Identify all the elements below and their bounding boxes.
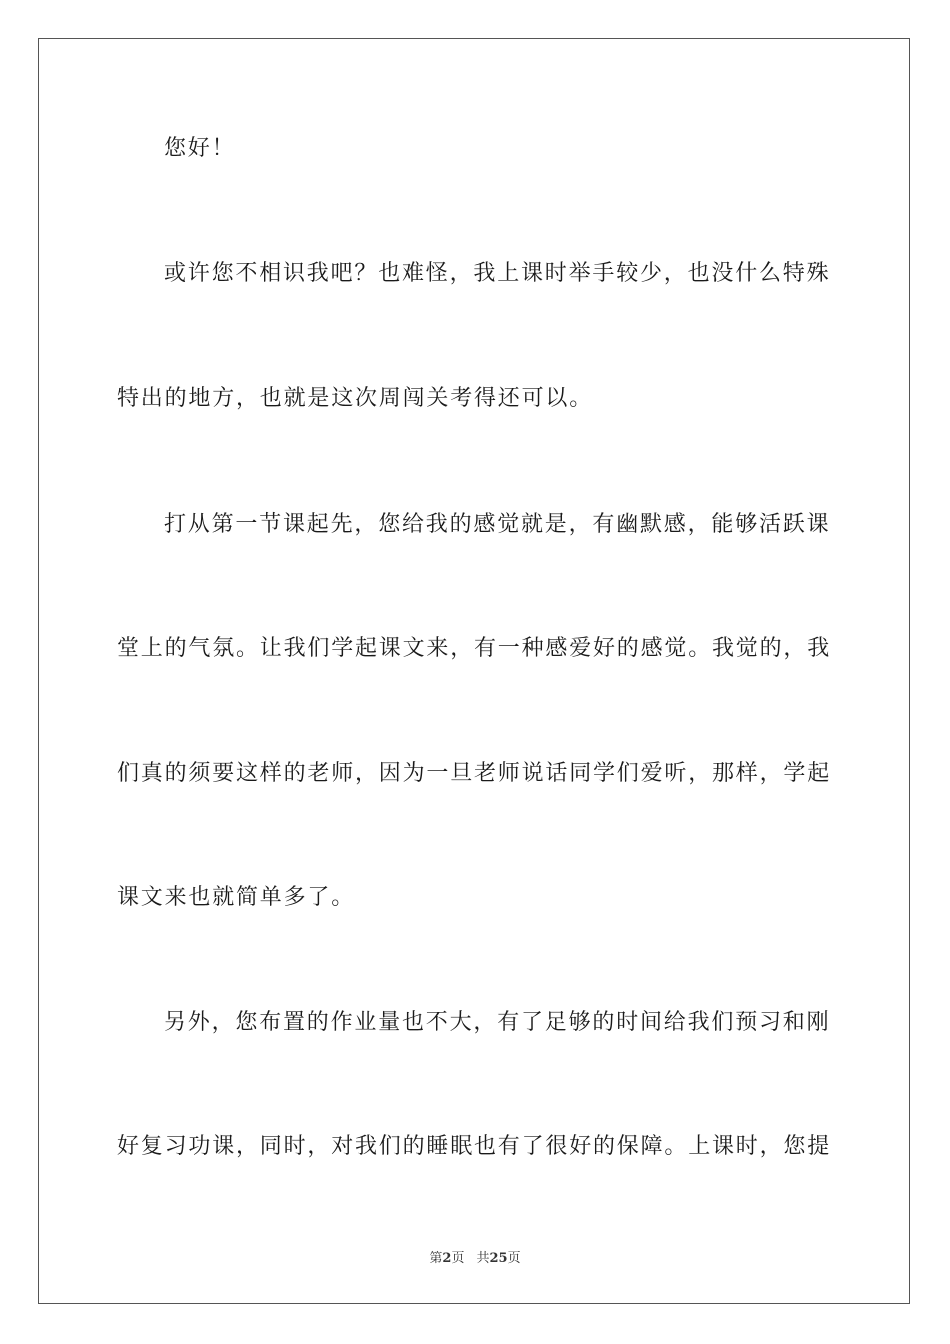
paragraph-2-line-3: 们真的须要这样的老师，因为一旦老师说话同学们爱听，那样，学起	[117, 761, 832, 786]
footer-page-number: 2	[442, 1251, 452, 1266]
paragraph-3-line-1: 另外，您布置的作业量也不大，有了足够的时间给我们预习和刚	[164, 1010, 831, 1035]
greeting-line: 您好！	[164, 136, 236, 161]
footer-page-prefix: 第	[429, 1251, 443, 1266]
footer-total-suffix: 页	[507, 1251, 521, 1266]
paragraph-1-line-1: 或许您不相识我吧？也难怪，我上课时举手较少，也没什么特殊	[164, 261, 831, 286]
paragraph-2-line-4: 课文来也就简单多了。	[117, 885, 356, 910]
paragraph-2-line-2: 堂上的气氛。让我们学起课文来，有一种感爱好的感觉。我觉的，我	[117, 636, 832, 661]
footer-total-pages: 25	[489, 1251, 508, 1266]
footer-page-suffix: 页	[451, 1251, 465, 1266]
paragraph-1-line-2: 特出的地方，也就是这次周闯关考得还可以。	[117, 386, 594, 411]
page-footer	[0, 1247, 950, 1266]
paragraph-2-line-1: 打从第一节课起先，您给我的感觉就是，有幽默感，能够活跃课	[164, 512, 831, 537]
paragraph-3-line-2: 好复习功课，同时，对我们的睡眠也有了很好的保障。上课时，您提	[117, 1134, 832, 1159]
footer-total-prefix: 共	[476, 1251, 490, 1266]
page-border	[38, 38, 910, 1304]
